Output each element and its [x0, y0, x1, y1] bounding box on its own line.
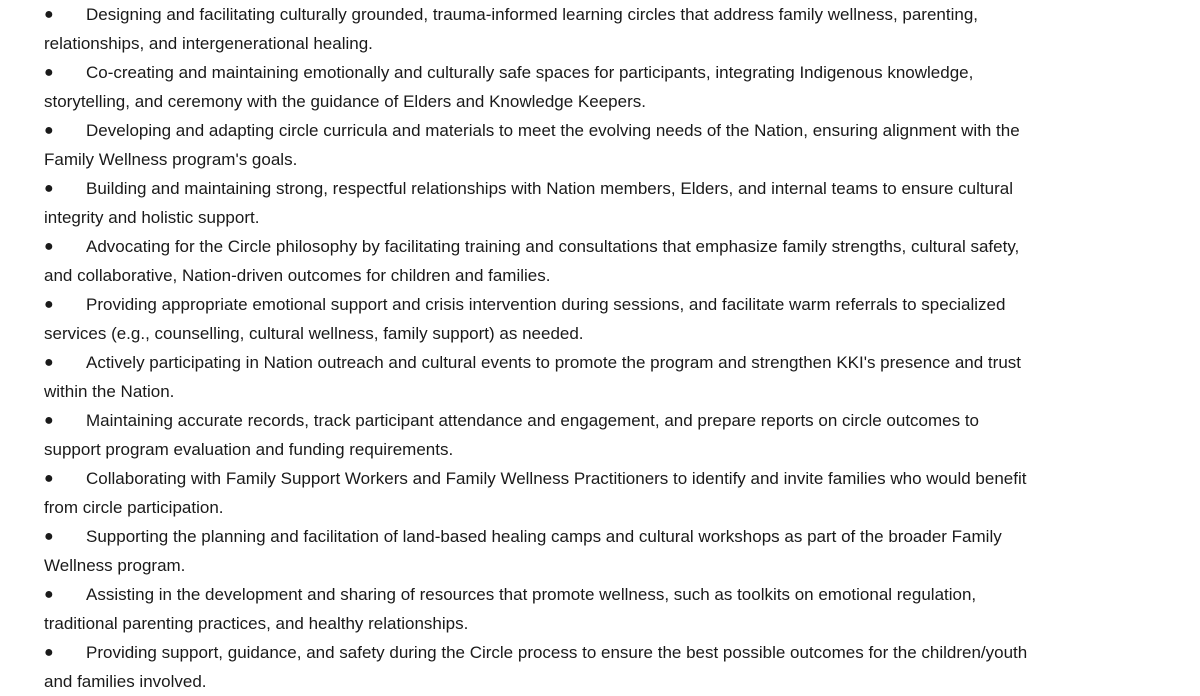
bullet-icon: ●: [44, 644, 54, 661]
list-item-first-line: [44, 348, 1154, 377]
list-item-continuation: integrity and holistic support.: [44, 208, 260, 227]
list-item-continuation: and families involved.: [44, 672, 207, 691]
list-item-continuation: relationships, and intergenerational healing.: [44, 34, 373, 53]
list-item-continuation: storytelling, and ceremony with the guidance of Elders and Knowledge Keepers.: [44, 92, 646, 111]
list-item-text: Assisting in the development and sharing of resources that promote wellness, such as toolkits on emotional regulation,: [86, 585, 977, 604]
list-item: [44, 406, 1154, 464]
list-item-text: Maintaining accurate records, track participant attendance and engagement, and prepare reports on circle outcomes to: [86, 411, 980, 430]
bullet-icon: ●: [44, 296, 54, 313]
list-item: [44, 116, 1154, 174]
list-item: [44, 580, 1154, 638]
list-item: [44, 464, 1154, 522]
list-item-continuation: Wellness program.: [44, 556, 186, 575]
list-item: [44, 232, 1154, 290]
bullet-icon: ●: [44, 412, 54, 429]
list-item: [44, 348, 1154, 406]
list-item-text: Providing appropriate emotional support and crisis intervention during sessions, and facilitate warm referrals to specialized: [86, 295, 1006, 314]
list-item-first-line: [44, 406, 1154, 435]
list-item-continuation: Family Wellness program's goals.: [44, 150, 298, 169]
list-item-text: Collaborating with Family Support Workers and Family Wellness Practitioners to identify and invite families who would benefit: [86, 469, 1027, 488]
bullet-icon: ●: [44, 64, 54, 81]
bullet-icon: ●: [44, 586, 54, 603]
list-item-first-line: [44, 464, 1154, 493]
list-item: [44, 522, 1154, 580]
list-item-first-line: [44, 580, 1154, 609]
list-item-first-line: [44, 0, 1154, 29]
responsibilities-list: [44, 0, 1154, 696]
list-item-continuation: and collaborative, Nation-driven outcomes for children and families.: [44, 266, 551, 285]
list-item-continuation: from circle participation.: [44, 498, 224, 517]
list-item-first-line: [44, 290, 1154, 319]
list-item-text: Advocating for the Circle philosophy by facilitating training and consultations that emphasize family strengths, cultural safety,: [86, 237, 1020, 256]
list-item: [44, 638, 1154, 696]
list-item-continuation: traditional parenting practices, and healthy relationships.: [44, 614, 469, 633]
bullet-icon: ●: [44, 238, 54, 255]
list-item-continuation: within the Nation.: [44, 382, 175, 401]
bullet-icon: ●: [44, 122, 54, 139]
list-item-text: Designing and facilitating culturally grounded, trauma-informed learning circles that address family wellness, parenting,: [86, 5, 979, 24]
list-item-continuation: services (e.g., counselling, cultural wellness, family support) as needed.: [44, 324, 584, 343]
list-item: [44, 290, 1154, 348]
list-item-text: Actively participating in Nation outreach and cultural events to promote the program and strengthen KKI's presence and trust: [86, 353, 1021, 372]
list-item-first-line: [44, 58, 1154, 87]
list-item-text: Providing support, guidance, and safety during the Circle process to ensure the best possible outcomes for the children/youth: [86, 643, 1028, 662]
list-item-first-line: [44, 232, 1154, 261]
list-item-first-line: [44, 522, 1154, 551]
list-item-text: Supporting the planning and facilitation of land-based healing camps and cultural workshops as part of the broader Family: [86, 527, 1002, 546]
list-item-text: Developing and adapting circle curricula and materials to meet the evolving needs of the Nation, ensuring alignment with the: [86, 121, 1020, 140]
list-item-text: Co-creating and maintaining emotionally and culturally safe spaces for participants, integrating Indigenous knowledge,: [86, 63, 974, 82]
bullet-icon: ●: [44, 470, 54, 487]
list-item: [44, 0, 1154, 58]
list-item-first-line: [44, 174, 1154, 203]
bullet-icon: ●: [44, 528, 54, 545]
list-item-continuation: support program evaluation and funding requirements.: [44, 440, 454, 459]
list-item: [44, 58, 1154, 116]
bullet-icon: ●: [44, 180, 54, 197]
bullet-icon: ●: [44, 6, 54, 23]
bullet-icon: ●: [44, 354, 54, 371]
list-item-first-line: [44, 638, 1154, 667]
list-item-first-line: [44, 116, 1154, 145]
list-item-text: Building and maintaining strong, respectful relationships with Nation members, Elders, and internal teams to ensure cultural: [86, 179, 1013, 198]
list-item: [44, 174, 1154, 232]
